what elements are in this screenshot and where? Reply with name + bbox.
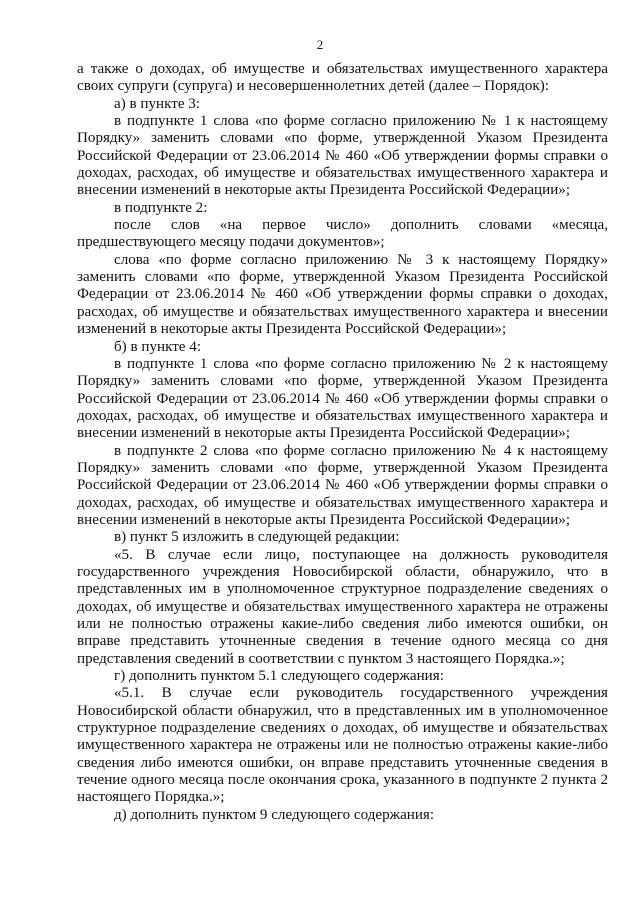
- paragraph: в подпункте 2 слова «по форме согласно приложению № 4 к настоящему Порядку» заменить словами «по форме, утвержденной Указом Президента Российской Федерации от 23.06.2014 № 460 «Об утверждении формы справки о доходах, расходах, об имуществе и обязательствах имущественного характера и внесении изменений в некоторые акты Президента Российской Федерации»;: [77, 442, 608, 528]
- paragraph: после слов «на первое число» дополнить словами «месяца, предшествующего месяцу подачи документов»;: [77, 217, 608, 251]
- page-number: 2: [316, 37, 324, 52]
- paragraph: в подпункте 1 слова «по форме согласно приложению № 2 к настоящему Порядку» заменить словами «по форме, утвержденной Указом Президента Российской Федерации от 23.06.2014 № 460 «Об утверждении формы справки о доходах, расходах, об имуществе и обязательствах имущественного характера и внесении изменений в некоторые акты Президента Российской Федерации»;: [77, 355, 608, 442]
- paragraph: «5.1. В случае если руководитель государственного учреждения Новосибирской области обнаружил, что в представленных им в уполномоченное структурное подразделение сведениях о доходах, об имуществе и обязательствах имущественного характера не отражены или не полностью отражены какие-либо сведения либо имеются ошибки, он вправе представить уточненные сведения в течение одного месяца после окончания срока, указанного в подпункте 2 пункта 2 настоящего Порядка.»;: [77, 685, 608, 806]
- paragraph: в подпункте 2:: [114, 199, 208, 216]
- paragraph: г) дополнить пунктом 5.1 следующего содержания:: [114, 668, 444, 685]
- paragraph: а также о доходах, об имуществе и обязательствах имущественного характера своих супруги (супруга) и несовершеннолетних детей (далее – Порядок):: [77, 61, 608, 95]
- paragraph: д) дополнить пунктом 9 следующего содержания:: [114, 806, 435, 823]
- paragraph: слова «по форме согласно приложению № 3 к настоящему Порядку» заменить словами «по форме, утвержденной Указом Президента Российской Федерации от 23.06.2014 № 460 «Об утверждении формы справки о доходах, расходах, об имуществе и обязательствах имущественного характера и внесении изменений в некоторые акты Президента Российской Федерации»;: [77, 251, 608, 338]
- paragraph: в подпункте 1 слова «по форме согласно приложению № 1 к настоящему Порядку» заменить словами «по форме, утвержденной Указом Президента Российской Федерации от 23.06.2014 № 460 «Об утверждении формы справки о доходах, расходах, об имуществе и обязательствах имущественного характера и внесении изменений в некоторые акты Президента Российской Федерации»;: [77, 113, 608, 199]
- paragraph: в) пункт 5 изложить в следующей редакции:: [114, 529, 400, 546]
- paragraph: б) в пункте 4:: [114, 338, 202, 355]
- paragraph: «5. В случае если лицо, поступающее на должность руководителя государственного учреждения Новосибирской области, обнаружило, что в представленных им в уполномоченное структурное подразделение сведениях о доходах, об имуществе и обязательствах имущественного характера не отражены или не полностью отражены какие-либо сведения либо имеются ошибки, он вправе представить уточненные сведения в течение одного месяца со дня представления сведений в соответствии с пунктом 3 настоящего Порядка.»;: [77, 546, 608, 667]
- paragraph: а) в пункте 3:: [114, 95, 201, 112]
- document-body: [77, 61, 608, 824]
